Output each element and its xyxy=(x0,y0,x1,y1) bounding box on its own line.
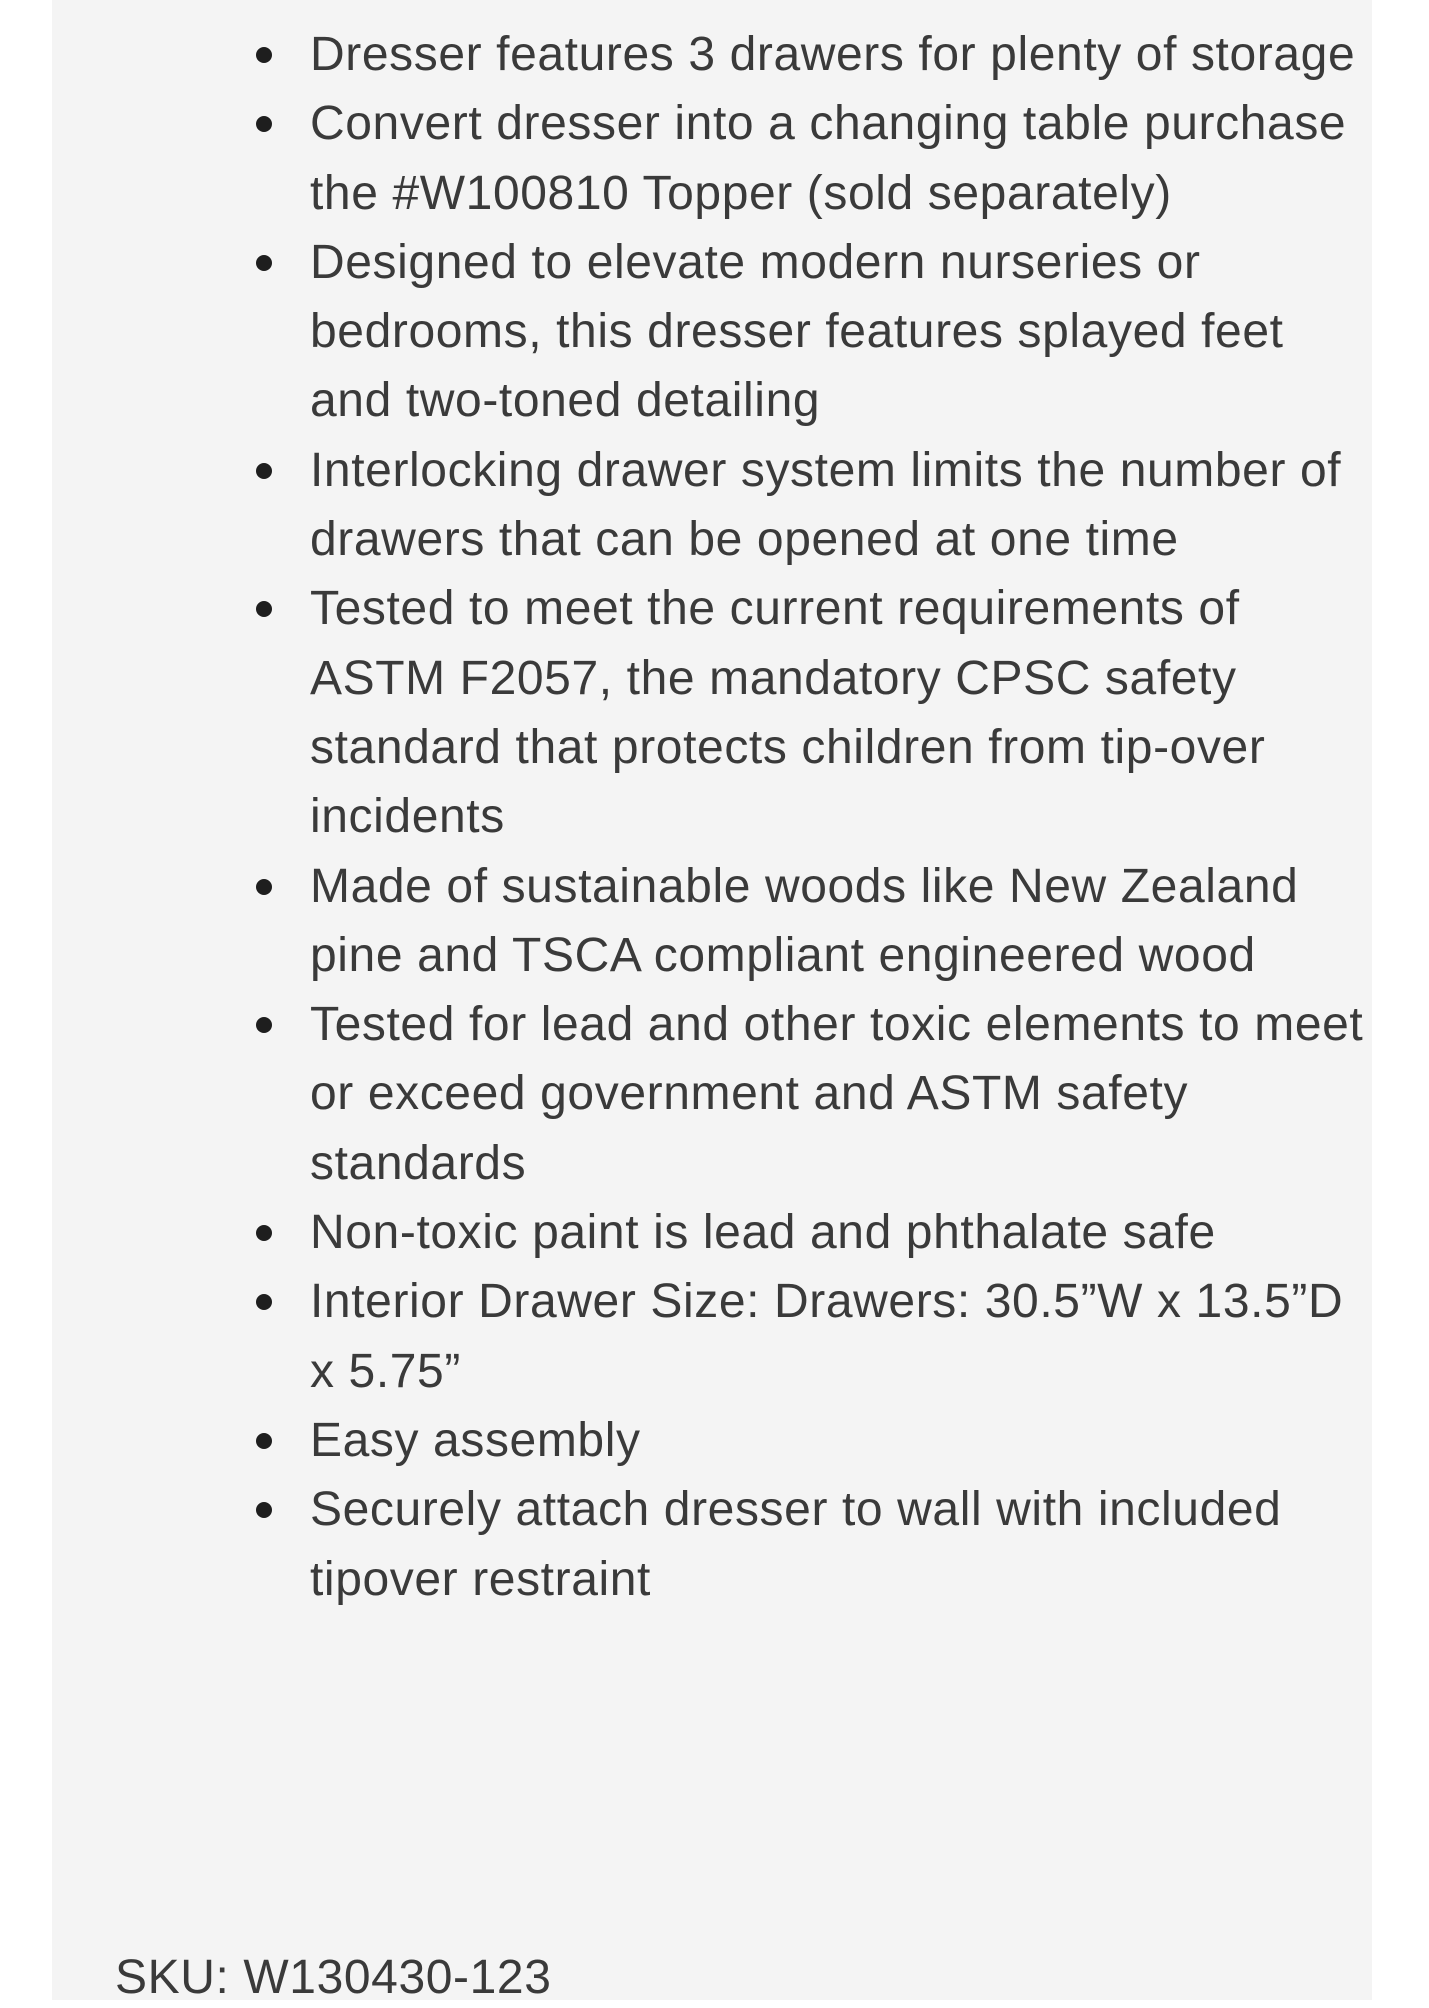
feature-text: Designed to elevate modern nurseries or bedrooms, this dresser features splayed feet and two-toned detailing xyxy=(310,235,1284,428)
bullet-dot-icon xyxy=(256,1294,272,1310)
feature-text: Securely attach dresser to wall with included tipover restraint xyxy=(310,1483,1282,1606)
bullet-dot-icon xyxy=(256,47,272,63)
feature-text: Tested to meet the current requirements of ASTM F2057, the mandatory CPSC safety standard that protects children from tip-over incidents xyxy=(310,582,1266,844)
bullet-dot-icon xyxy=(256,879,272,895)
feature-text: Interlocking drawer system limits the number of drawers that can be opened at one time xyxy=(310,443,1342,567)
bullet-dot-icon xyxy=(256,1225,272,1241)
bullet-dot-icon xyxy=(256,1017,272,1033)
feature-item xyxy=(210,1475,1370,1614)
feature-text: Made of sustainable woods like New Zealand pine and TSCA compliant engineered wood xyxy=(310,859,1299,982)
sku-label: SKU: W130430-123 xyxy=(115,1951,552,2004)
feature-text: Non-toxic paint is lead and phthalate safe xyxy=(310,1206,1216,1260)
bullet-dot-icon xyxy=(256,116,272,132)
bullet-dot-icon xyxy=(256,1502,272,1518)
feature-item xyxy=(210,20,1370,89)
feature-item xyxy=(210,89,1370,228)
feature-text: Convert dresser into a changing table purchase the #W100810 Topper (sold separately) xyxy=(310,97,1347,220)
feature-item xyxy=(210,1198,1370,1267)
feature-text: Interior Drawer Size: Drawers: 30.5”W x 13.5”D x 5.75” xyxy=(310,1275,1344,1398)
feature-item xyxy=(210,852,1370,991)
feature-item xyxy=(210,436,1370,575)
feature-text: Dresser features 3 drawers for plenty of storage xyxy=(310,28,1356,81)
bullet-dot-icon xyxy=(256,255,272,271)
bullet-dot-icon xyxy=(256,601,272,617)
feature-item xyxy=(210,990,1370,1198)
feature-text: Easy assembly xyxy=(310,1413,641,1467)
product-details-panel xyxy=(52,0,1372,2000)
feature-list xyxy=(210,20,1370,1614)
feature-item xyxy=(210,574,1370,851)
bullet-dot-icon xyxy=(256,463,272,479)
feature-item xyxy=(210,228,1370,436)
feature-text: Tested for lead and other toxic elements to meet or exceed government and ASTM safety standards xyxy=(310,998,1364,1190)
feature-item xyxy=(210,1406,1370,1475)
feature-item xyxy=(210,1267,1370,1406)
bullet-dot-icon xyxy=(256,1433,272,1449)
